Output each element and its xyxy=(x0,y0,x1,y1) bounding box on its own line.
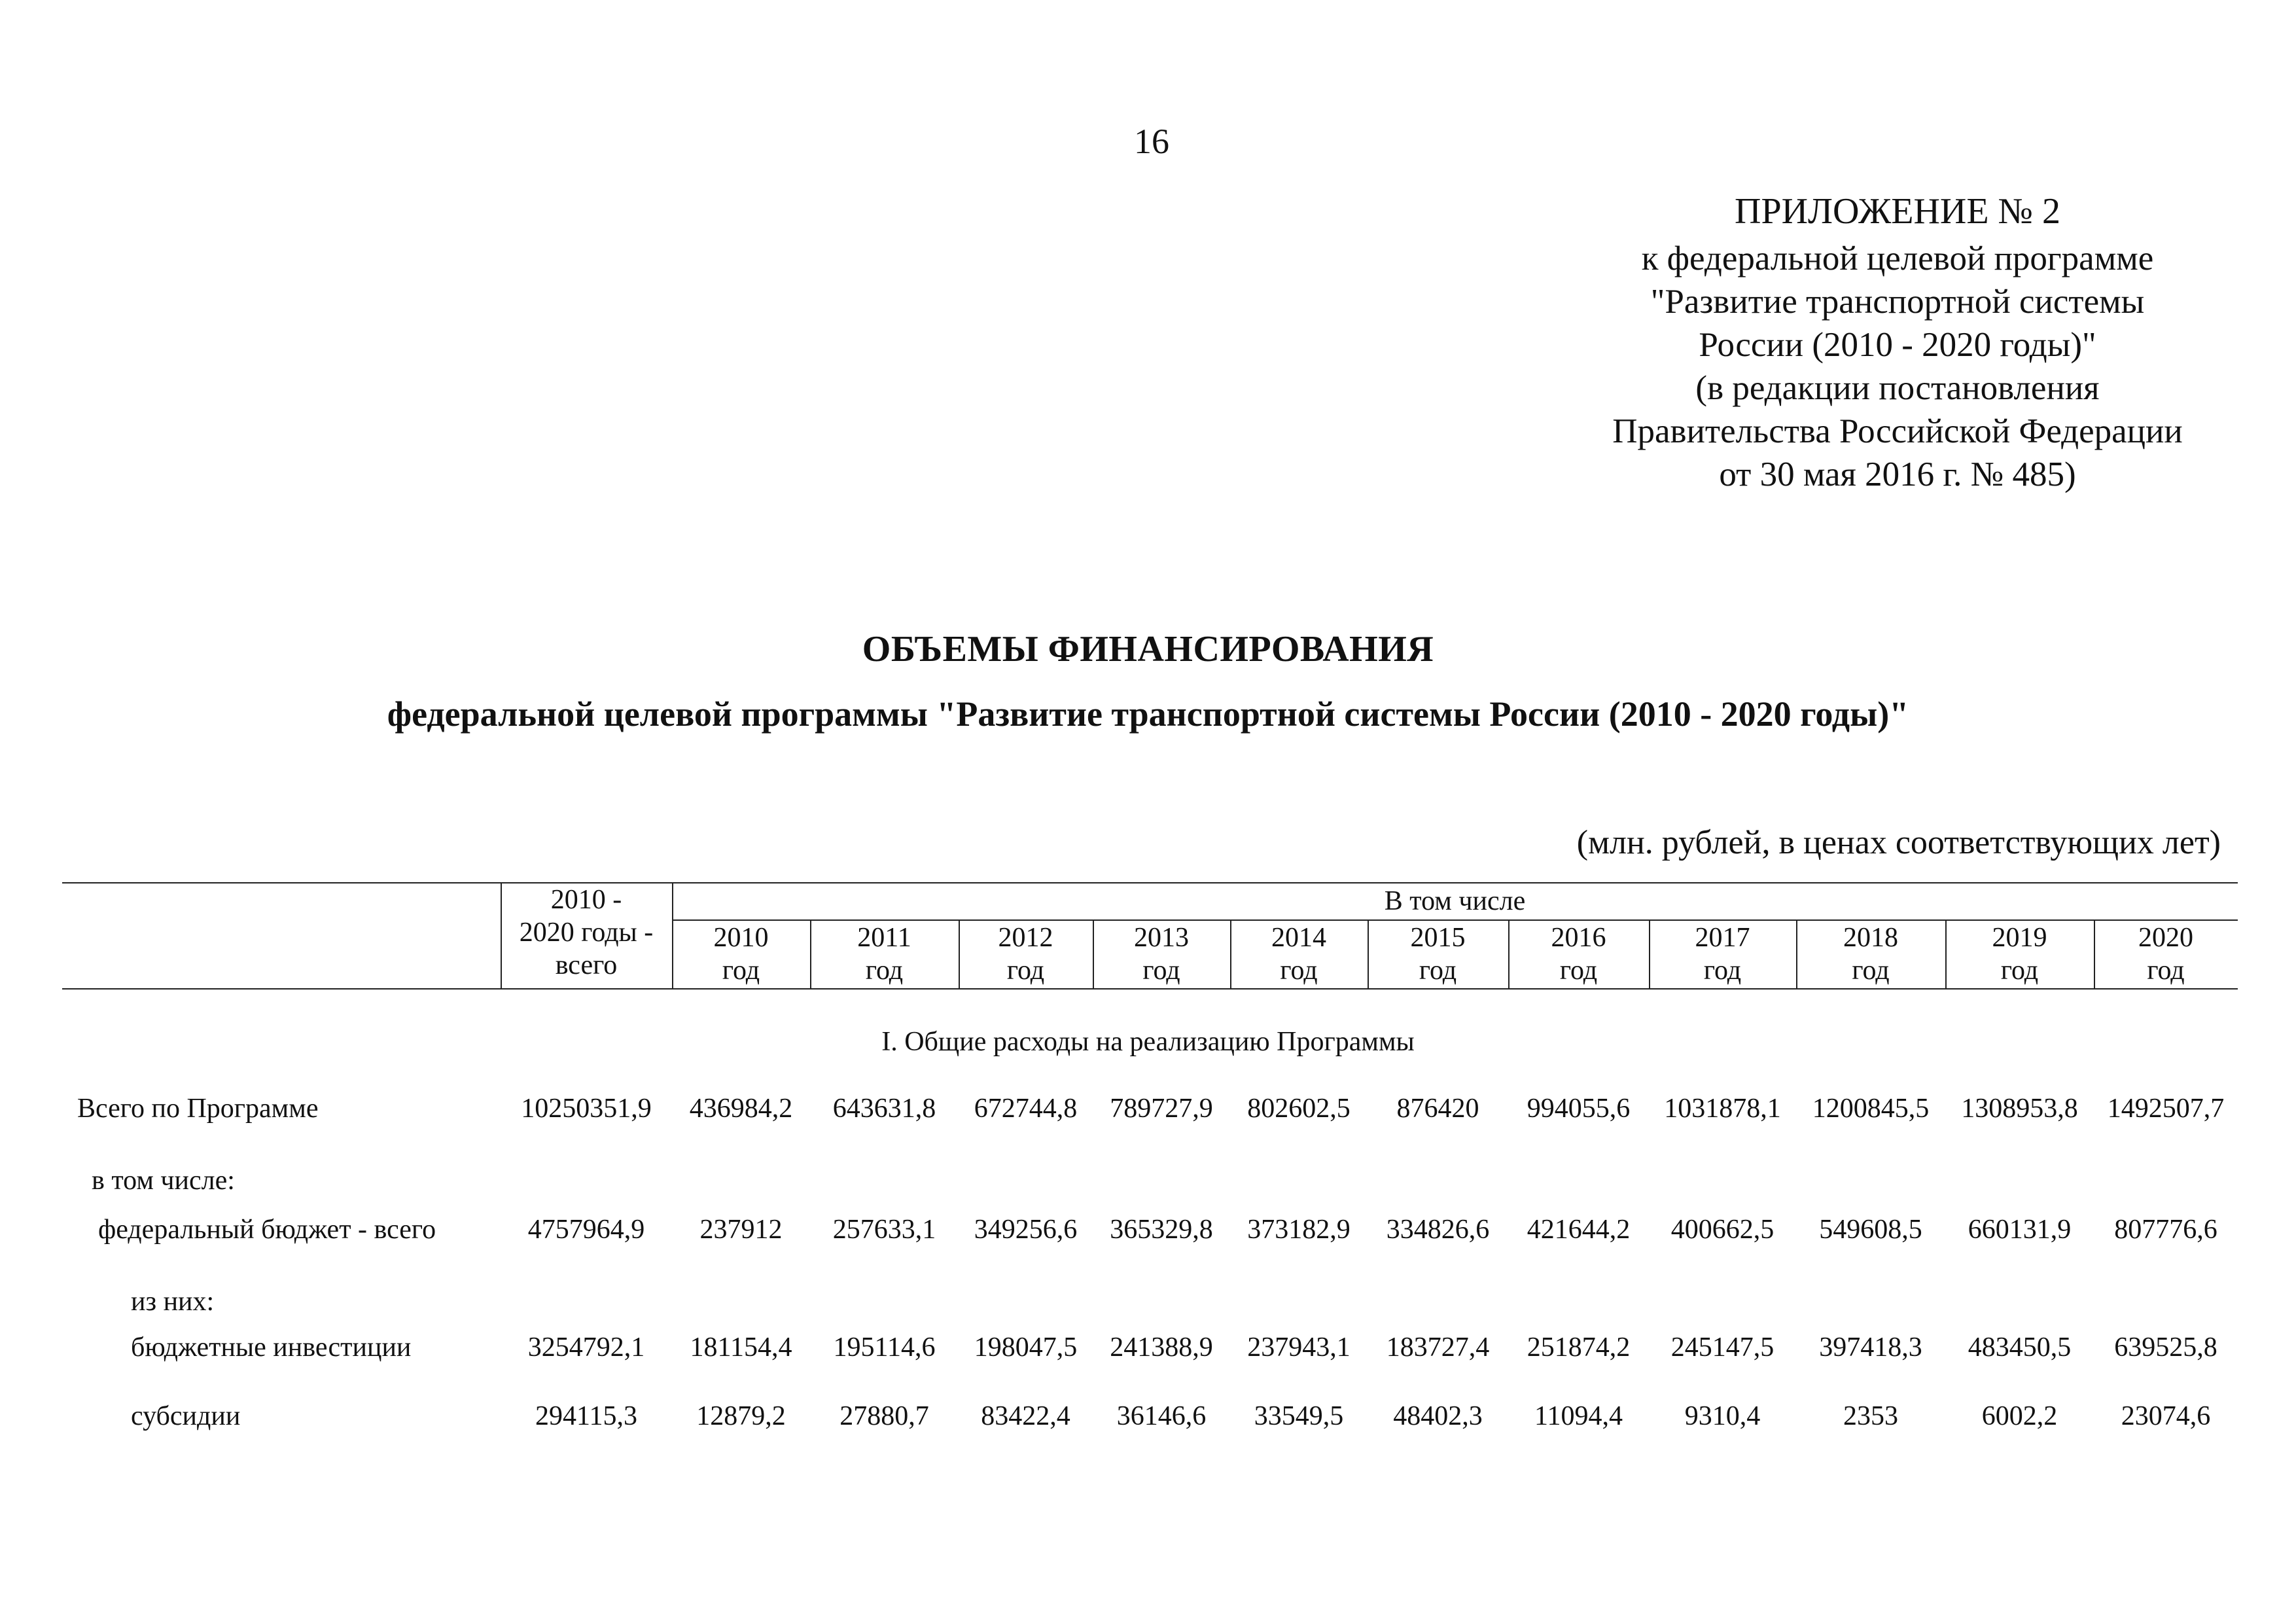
year-header: 2012 xyxy=(998,923,1053,953)
total-column-header: всего xyxy=(555,950,618,980)
table-cell: 237912 xyxy=(699,1215,783,1245)
year-suffix: год xyxy=(1419,955,1457,986)
appendix-line: от 30 мая 2016 г. № 485) xyxy=(1719,455,2076,493)
table-cell: 12879,2 xyxy=(696,1401,786,1431)
table-cell: 994055,6 xyxy=(1527,1094,1631,1124)
table-cell: 241388,9 xyxy=(1110,1332,1213,1363)
section-title: I. Общие расходы на реализацию Программы xyxy=(881,1027,1415,1057)
appendix-line: "Развитие транспортной системы xyxy=(1650,283,2145,321)
table-cell: 27880,7 xyxy=(839,1401,929,1431)
total-column-header: 2010 - xyxy=(550,885,622,915)
table-cell: 436984,2 xyxy=(689,1094,793,1124)
table-cell: 48402,3 xyxy=(1393,1401,1483,1431)
document-subtitle: федеральной целевой программы "Развитие транспортной системы России (2010 - 2020 годы)" xyxy=(387,694,1909,734)
row-label: субсидии xyxy=(131,1401,241,1431)
year-suffix: год xyxy=(865,955,904,986)
table-cell: 1308953,8 xyxy=(1961,1094,2078,1124)
table-cell: 257633,1 xyxy=(832,1215,936,1245)
year-header: 2016 xyxy=(1551,923,1606,953)
table-cell: 83422,4 xyxy=(981,1401,1070,1431)
table-cell: 660131,9 xyxy=(1968,1215,2072,1245)
year-header: 2019 xyxy=(1992,923,2047,953)
document-title: ОБЪЕМЫ ФИНАНСИРОВАНИЯ xyxy=(862,629,1434,669)
year-header: 2017 xyxy=(1695,923,1750,953)
table-cell: 251874,2 xyxy=(1527,1332,1631,1363)
table-cell: 639525,8 xyxy=(2114,1332,2217,1363)
appendix-block xyxy=(1472,190,2296,496)
table-cell: 672744,8 xyxy=(974,1094,1078,1124)
year-suffix: год xyxy=(722,955,760,986)
table-cell: 400662,5 xyxy=(1670,1215,1775,1245)
table-cell: 11094,4 xyxy=(1534,1401,1623,1431)
appendix-line: Правительства Российской Федерации xyxy=(1612,412,2183,450)
table-cell: 397418,3 xyxy=(1819,1332,1922,1363)
table-cell: 483450,5 xyxy=(1968,1332,2072,1363)
year-suffix: год xyxy=(2147,955,2185,986)
table-cell: 237943,1 xyxy=(1247,1332,1351,1363)
table-cell: 1200845,5 xyxy=(1812,1094,1930,1124)
year-header: 2015 xyxy=(1410,923,1466,953)
year-suffix: год xyxy=(2000,955,2039,986)
table-cell: 245147,5 xyxy=(1670,1332,1775,1363)
year-header: 2020 xyxy=(2138,923,2193,953)
table-cell: 802602,5 xyxy=(1247,1094,1351,1124)
table-cell: 1031878,1 xyxy=(1664,1094,1781,1124)
table-cell: 4757964,9 xyxy=(527,1215,645,1245)
table-cell: 183727,4 xyxy=(1386,1332,1490,1363)
year-suffix: год xyxy=(1142,955,1180,986)
table-cell: 23074,6 xyxy=(2121,1401,2211,1431)
year-suffix: год xyxy=(1280,955,1318,986)
row-label: Всего по Программе xyxy=(77,1094,319,1124)
group-header: В том числе xyxy=(1384,886,1526,916)
table-cell: 2353 xyxy=(1843,1401,1898,1431)
table-cell: 643631,8 xyxy=(832,1094,936,1124)
year-header: 2013 xyxy=(1134,923,1189,953)
table-cell: 3254792,1 xyxy=(527,1332,645,1363)
row-label: федеральный бюджет - всего xyxy=(98,1215,436,1245)
year-suffix: год xyxy=(1559,955,1598,986)
year-suffix: год xyxy=(1852,955,1890,986)
year-suffix: год xyxy=(1006,955,1045,986)
table-cell: 373182,9 xyxy=(1247,1215,1351,1245)
year-header: 2014 xyxy=(1271,923,1326,953)
total-column-header: 2020 годы - xyxy=(519,918,654,948)
table-cell: 33549,5 xyxy=(1254,1401,1344,1431)
row-label: из них: xyxy=(131,1287,215,1317)
table-top-rule xyxy=(62,882,2238,883)
table-cell: 349256,6 xyxy=(974,1215,1078,1245)
table-cell: 9310,4 xyxy=(1684,1401,1761,1431)
table-cell: 334826,6 xyxy=(1386,1215,1490,1245)
page-number: 16 xyxy=(1134,122,1169,161)
table-cell: 876420 xyxy=(1396,1094,1479,1124)
year-header: 2010 xyxy=(713,923,769,953)
appendix-line: (в редакции постановления xyxy=(1695,369,2100,407)
table-cell: 421644,2 xyxy=(1527,1215,1631,1245)
year-header: 2011 xyxy=(857,923,911,953)
appendix-line: к федеральной целевой программе xyxy=(1641,240,2154,277)
table-cell: 36146,6 xyxy=(1116,1401,1207,1431)
table-cell: 181154,4 xyxy=(690,1332,792,1363)
group-header-rule xyxy=(672,919,2238,921)
table-cell: 198047,5 xyxy=(974,1332,1078,1363)
year-header: 2018 xyxy=(1843,923,1898,953)
table-cell: 549608,5 xyxy=(1819,1215,1922,1245)
table-cell: 789727,9 xyxy=(1110,1094,1213,1124)
table-cell: 807776,6 xyxy=(2114,1215,2217,1245)
table-cell: 10250351,9 xyxy=(521,1094,652,1124)
row-label: в том числе: xyxy=(92,1166,235,1196)
table-cell: 6002,2 xyxy=(1981,1401,2058,1431)
units-note: (млн. рублей, в ценах соответствующих лет) xyxy=(1576,824,2221,861)
appendix-line: России (2010 - 2020 годы)" xyxy=(1699,326,2096,364)
row-label: бюджетные инвестиции xyxy=(131,1332,412,1363)
table-cell: 195114,6 xyxy=(833,1332,936,1363)
table-cell: 1492507,7 xyxy=(2107,1094,2225,1124)
table-cell: 294115,3 xyxy=(535,1401,637,1431)
table-header-bottom-rule xyxy=(62,988,2238,990)
appendix-heading: ПРИЛОЖЕНИЕ № 2 xyxy=(1735,191,2060,232)
year-suffix: год xyxy=(1703,955,1742,986)
table-cell: 365329,8 xyxy=(1110,1215,1213,1245)
